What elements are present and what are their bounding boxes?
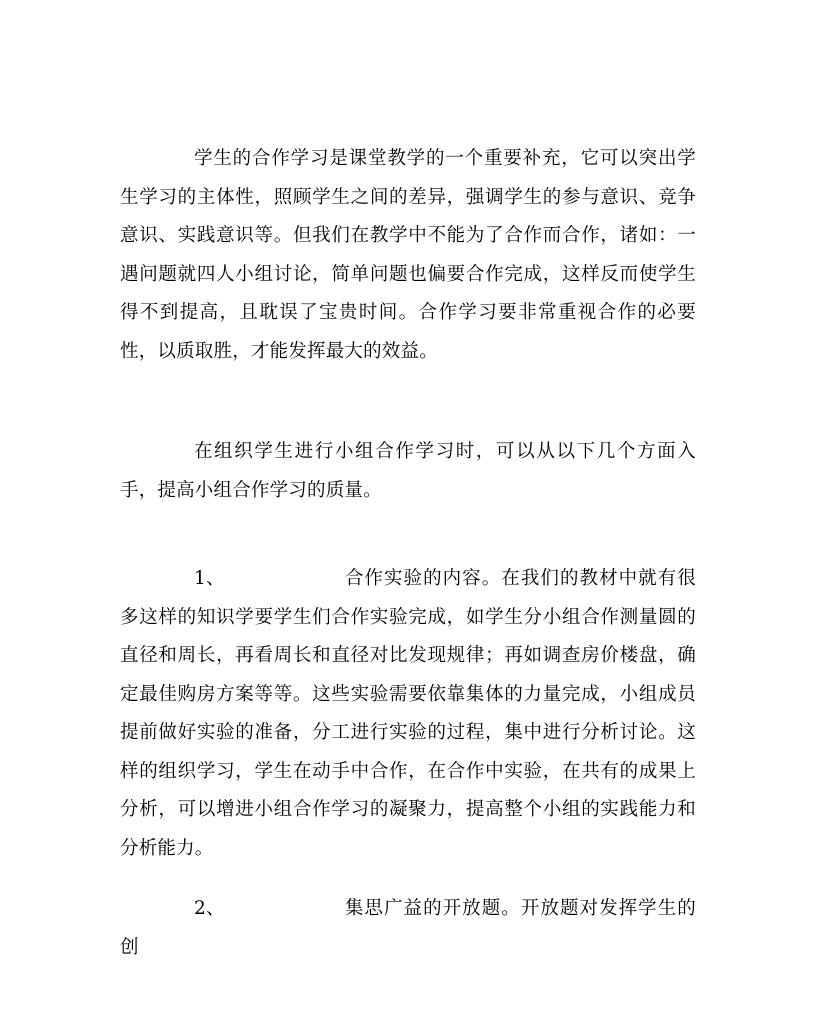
paragraph-text: 学生的合作学习是课堂教学的一个重要补充，它可以突出学生学习的主体性，照顾学生之间的差异，强调学生的参与意识、竞争意识、实践意识等。但我们在教学中不能为了合作而合作，诸如：一遇问题就四人小组讨论，简单问题也偏要合作完成，这样反而使学生得不到提高，且耽误了宝贵时间。合作学习要非常重视合作的必要性，以质取胜，才能发挥最大的效益。 — [120, 148, 696, 362]
paragraph-text: 在组织学生进行小组合作学习时，可以从以下几个方面入手，提高小组合作学习的质量。 — [120, 441, 696, 501]
paragraph-item-1 — [120, 560, 696, 868]
paragraph-text: 集思广益的开放题。开放题对发挥学生的创 — [120, 898, 696, 958]
item-number: 2、 — [194, 898, 225, 919]
paragraph-item-2 — [120, 890, 696, 967]
item-number: 1、 — [194, 568, 225, 589]
paragraph-cooperative-learning-intro — [120, 140, 696, 371]
paragraph-organizing-groups — [120, 433, 696, 510]
paragraph-text: 合作实验的内容。在我们的教材中就有很多这样的知识学要学生们合作实验完成，如学生分小组合作测量圆的直径和周长，再看周长和直径对比发现规律；再如调查房价楼盘，确定最佳购房方案等等。这些实验需要依靠集体的力量完成，小组成员提前做好实验的准备，分工进行实验的过程，集中进行分析讨论。这样的组织学习，学生在动手中合作，在合作中实验，在共有的成果上分析，可以增进小组合作学习的凝聚力，提高整个小组的实践能力和分析能力。 — [120, 568, 696, 859]
